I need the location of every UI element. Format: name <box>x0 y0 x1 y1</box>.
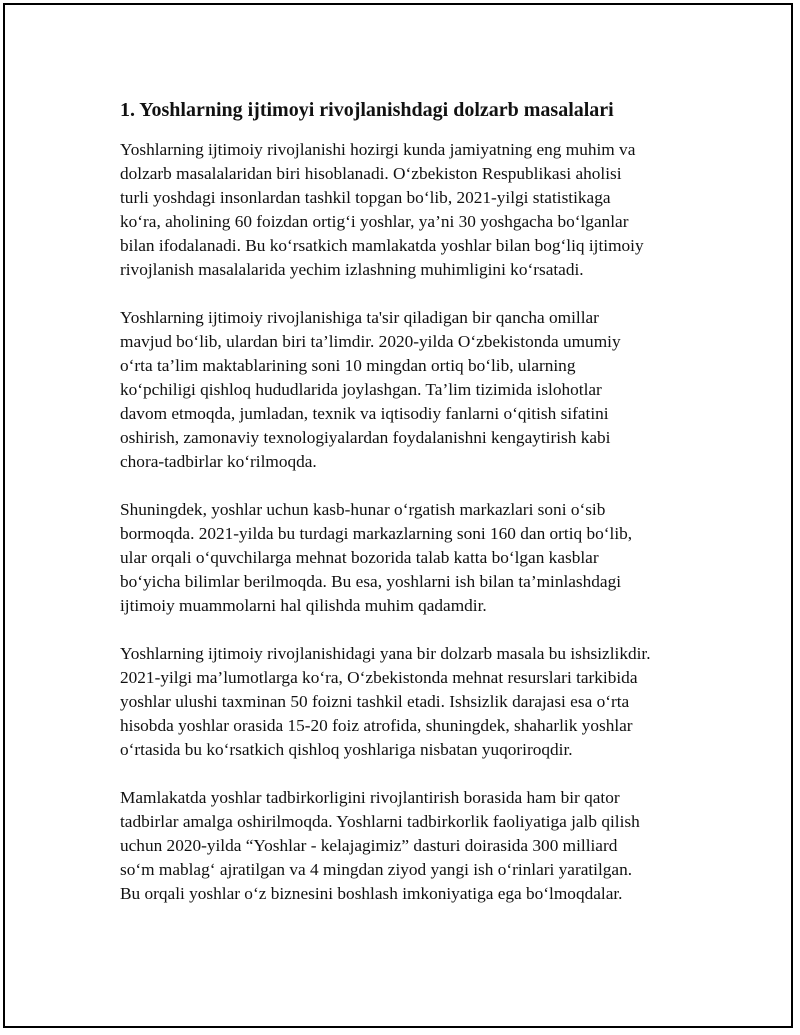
paragraph-line: o‘rtasida bu ko‘rsatkich qishloq yoshlariga nisbatan yuqoriroqdir. <box>120 740 573 759</box>
paragraph-line: 2021-yilgi ma’lumotlarga ko‘ra, O‘zbekistonda mehnat resurslari tarkibida <box>120 668 638 687</box>
paragraph-4 <box>120 642 690 762</box>
paragraph-line: oshirish, zamonaviy texnologiyalardan foydalanishni kengaytirish kabi <box>120 428 611 447</box>
paragraph-5 <box>120 786 690 906</box>
paragraph-line: Shuningdek, yoshlar uchun kasb-hunar o‘rgatish markazlari soni o‘sib <box>120 500 606 519</box>
paragraph-line: rivojlanish masalalarida yechim izlashning muhimligini ko‘rsatadi. <box>120 260 584 279</box>
paragraph-line: Yoshlarning ijtimoiy rivojlanishiga ta'sir qiladigan bir qancha omillar <box>120 308 599 327</box>
paragraph-line: Yoshlarning ijtimoiy rivojlanishidagi yana bir dolzarb masala bu ishsizlikdir. <box>120 644 651 663</box>
paragraph-line: bo‘yicha bilimlar berilmoqda. Bu esa, yoshlarni ish bilan ta’minlashdagi <box>120 572 622 591</box>
paragraph-1 <box>120 138 690 282</box>
paragraph-line: bormoqda. 2021-yilda bu turdagi markazlarning soni 160 dan ortiq bo‘lib, <box>120 524 633 543</box>
paragraph-line: ko‘ra, aholining 60 foizdan ortig‘i yoshlar, ya’ni 30 yoshgacha bo‘lganlar <box>120 212 629 231</box>
paragraph-2 <box>120 306 690 474</box>
paragraph-line: Mamlakatda yoshlar tadbirkorligini rivojlantirish borasida ham bir qator <box>120 788 620 807</box>
paragraph-line: yoshlar ulushi taxminan 50 foizni tashkil etadi. Ishsizlik darajasi esa o‘rta <box>120 692 630 711</box>
document-page <box>3 3 793 1028</box>
paragraph-3 <box>120 498 690 618</box>
paragraph-line: ijtimoiy muammolarni hal qilishda muhim qadamdir. <box>120 596 487 615</box>
paragraph-line: mavjud bo‘lib, ulardan biri ta’limdir. 2020-yilda O‘zbekistonda umumiy <box>120 332 621 351</box>
paragraph-line: ular orqali o‘quvchilarga mehnat bozorida talab katta bo‘lgan kasblar <box>120 548 599 567</box>
paragraph-line: so‘m mablag‘ ajratilgan va 4 mingdan ziyod yangi ish o‘rinlari yaratilgan. <box>120 860 633 879</box>
paragraph-line: o‘rta ta’lim maktablarining soni 10 mingdan ortiq bo‘lib, ularning <box>120 356 576 375</box>
paragraph-line: davom etmoqda, jumladan, texnik va iqtisodiy fanlarni o‘qitish sifatini <box>120 404 609 423</box>
paragraph-line: ko‘pchiligi qishloq hududlarida joylashgan. Ta’lim tizimida islohotlar <box>120 380 602 399</box>
paragraph-line: bilan ifodalanadi. Bu ko‘rsatkich mamlakatda yoshlar bilan bog‘liq ijtimoiy <box>120 236 644 255</box>
paragraph-line: turli yoshdagi insonlardan tashkil topgan bo‘lib, 2021-yilgi statistikaga <box>120 188 611 207</box>
paragraph-line: Bu orqali yoshlar o‘z biznesini boshlash imkoniyatiga ega bo‘lmoqdalar. <box>120 884 623 903</box>
document-title: 1. Yoshlarning ijtimoyi rivojlanishdagi dolzarb masalalari <box>120 99 614 121</box>
paragraph-line: chora-tadbirlar ko‘rilmoqda. <box>120 452 317 471</box>
paragraph-line: Yoshlarning ijtimoiy rivojlanishi hozirgi kunda jamiyatning eng muhim va <box>120 140 636 159</box>
paragraph-line: dolzarb masalalaridan biri hisoblanadi. O‘zbekiston Respublikasi aholisi <box>120 164 622 183</box>
paragraph-line: tadbirlar amalga oshirilmoqda. Yoshlarni tadbirkorlik faoliyatiga jalb qilish <box>120 812 640 831</box>
paragraph-line: hisobda yoshlar orasida 15-20 foiz atrofida, shuningdek, shaharlik yoshlar <box>120 716 633 735</box>
paragraph-line: uchun 2020-yilda “Yoshlar - kelajagimiz” dasturi doirasida 300 milliard <box>120 836 618 855</box>
document-body <box>120 95 690 930</box>
